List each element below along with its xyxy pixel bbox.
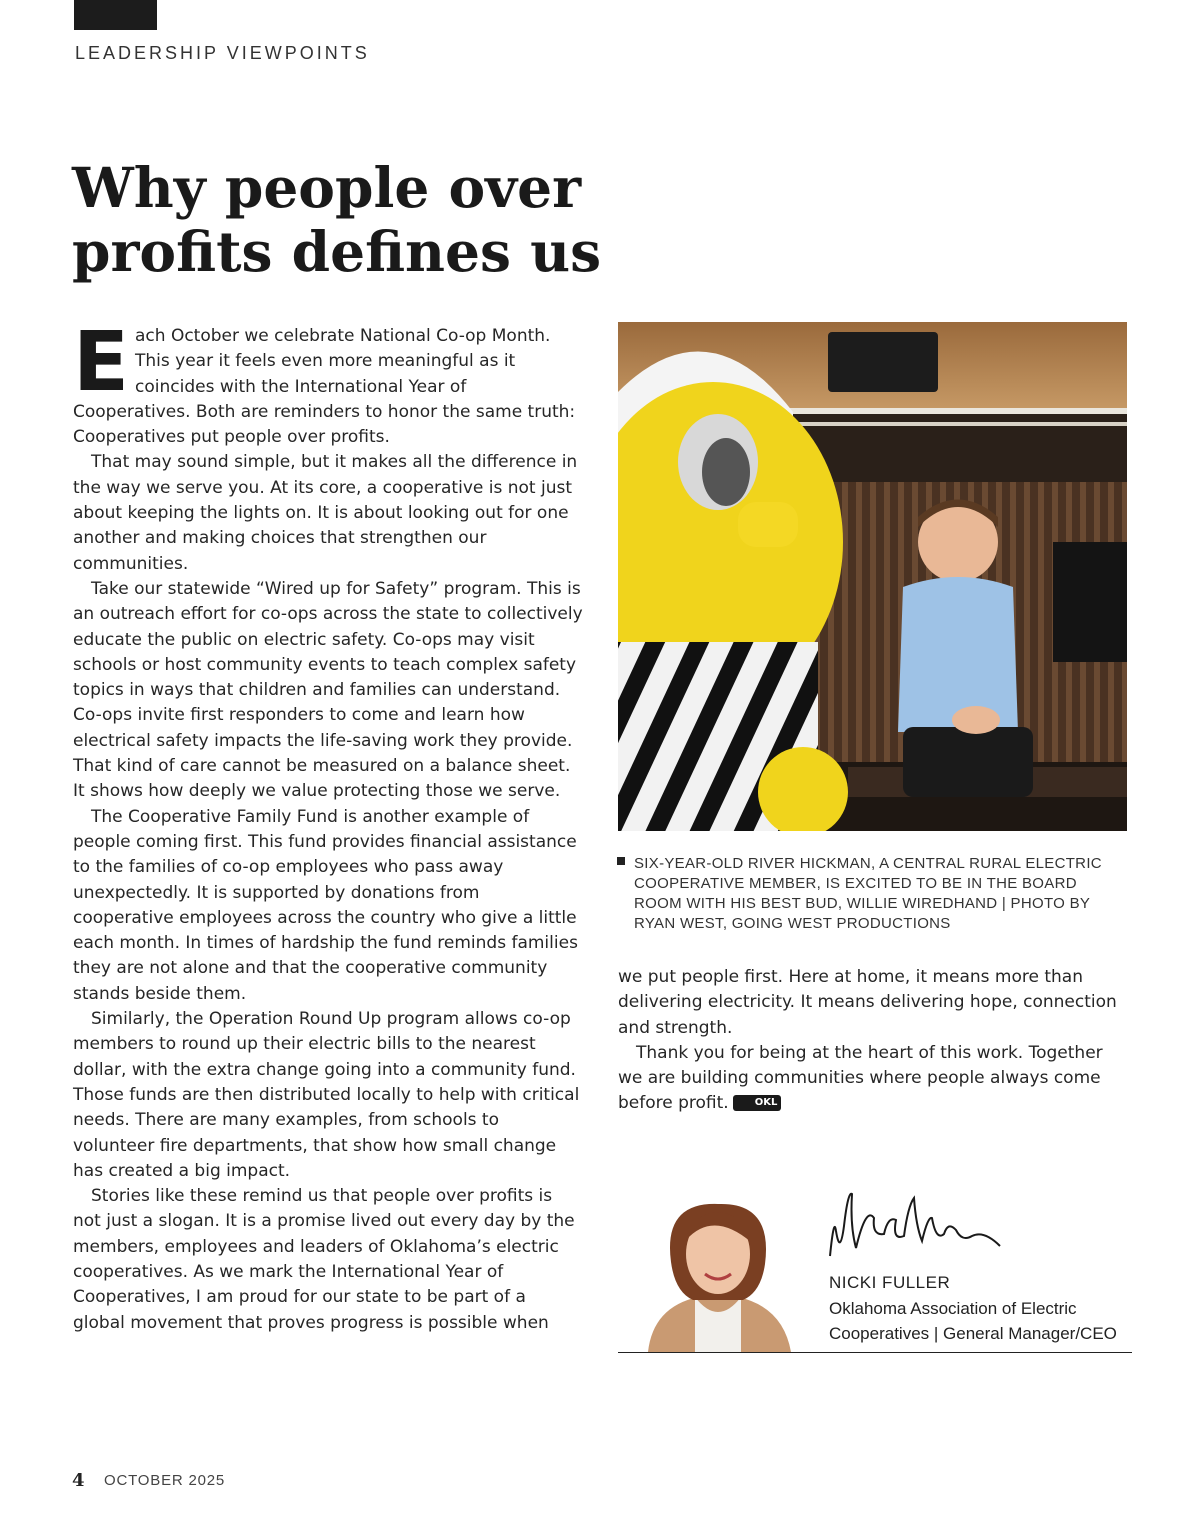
divider-rule [618, 1352, 1132, 1353]
photo-caption [617, 854, 1127, 934]
article-paragraph: Stories like these remind us that people over profits is not just a slogan. It is a promise lived out every day by the members, employees and leaders of Oklahoma’s electric cooperatives. As we mark the International Year of Cooperatives, I am proud for our state to be part of a global movement that proves progress is possible when [73, 1186, 575, 1333]
drop-cap: E [73, 315, 130, 410]
author-title: Oklahoma Association of Electric Cooperatives | General Manager/CEO [829, 1299, 1117, 1343]
issue-date: OCTOBER 2025 [104, 1472, 226, 1489]
author-portrait [643, 1192, 793, 1352]
article-column-left [73, 315, 583, 1336]
article-paragraph: Take our statewide “Wired up for Safety” program. This is an outreach effort for co-ops across the state to collectively educate the public on electric safety. Co-ops may visit schools or host community events to teach complex safety topics in ways that children and families can understand. Co-ops invite first responders to come and learn how electrical safety impacts the life-saving work they provide. That kind of care cannot be measured on a balance sheet. It shows how deeply we value protecting those we serve. [73, 578, 583, 802]
caption-text: SIX-YEAR-OLD RIVER HICKMAN, A CENTRAL RURAL ELECTRIC COOPERATIVE MEMBER, IS EXCITED TO BE IN THE BOARD ROOM WITH HIS BEST BUD, WILLIE WIREDHAND | PHOTO BY RYAN WEST, GOING WEST PRODUCTIONS [634, 855, 1102, 932]
article-photo [618, 322, 1127, 831]
article-paragraph: we put people first. Here at home, it means more than delivering electricity. It means delivering hope, connection and strength. [618, 967, 1117, 1038]
article-paragraph [618, 1041, 1128, 1117]
closing-text: Thank you for being at the heart of this work. Together we are building communities where people always come before profit. [618, 1042, 1103, 1114]
article-paragraph: The Cooperative Family Fund is another example of people coming first. This fund provides financial assistance to the families of co-op employees who pass away unexpectedly. It is supported by donations from cooperative employees across the country who give a little each month. In times of hardship the fund reminds families they are not alone and that the cooperative community stands beside them. [73, 806, 578, 1004]
author-name: NICKI FULLER [829, 1273, 951, 1292]
article-headline: Why people over profits defines us [72, 155, 602, 284]
end-mark-badge: OKL [733, 1095, 782, 1111]
first-paragraph-text: ach October we celebrate National Co-op Month. This year it feels even more meaningful as it coincides with the International Year of Cooperatives. Both are reminders to honor the same truth: Cooperatives put people over profits. [73, 326, 576, 448]
page-number: 4 [72, 1470, 85, 1491]
article-paragraph [73, 315, 583, 450]
article-column-right [618, 965, 1128, 1117]
header-color-block [74, 0, 157, 30]
section-label: LEADERSHIP VIEWPOINTS [75, 43, 370, 63]
signature [826, 1186, 1006, 1266]
article-paragraph: That may sound simple, but it makes all the difference in the way we serve you. At its core, a cooperative is not just about keeping the lights on. It is about looking out for one another and making choices that strengthen our communities. [73, 452, 578, 574]
caption-bullet [617, 857, 625, 865]
article-paragraph: Similarly, the Operation Round Up program allows co-op members to round up their electric bills to the nearest dollar, with the extra change going into a community fund. Those funds are then distributed locally to help with critical needs. There are many examples, from schools to volunteer fire departments, that show how small change has created a big impact. [73, 1009, 580, 1181]
